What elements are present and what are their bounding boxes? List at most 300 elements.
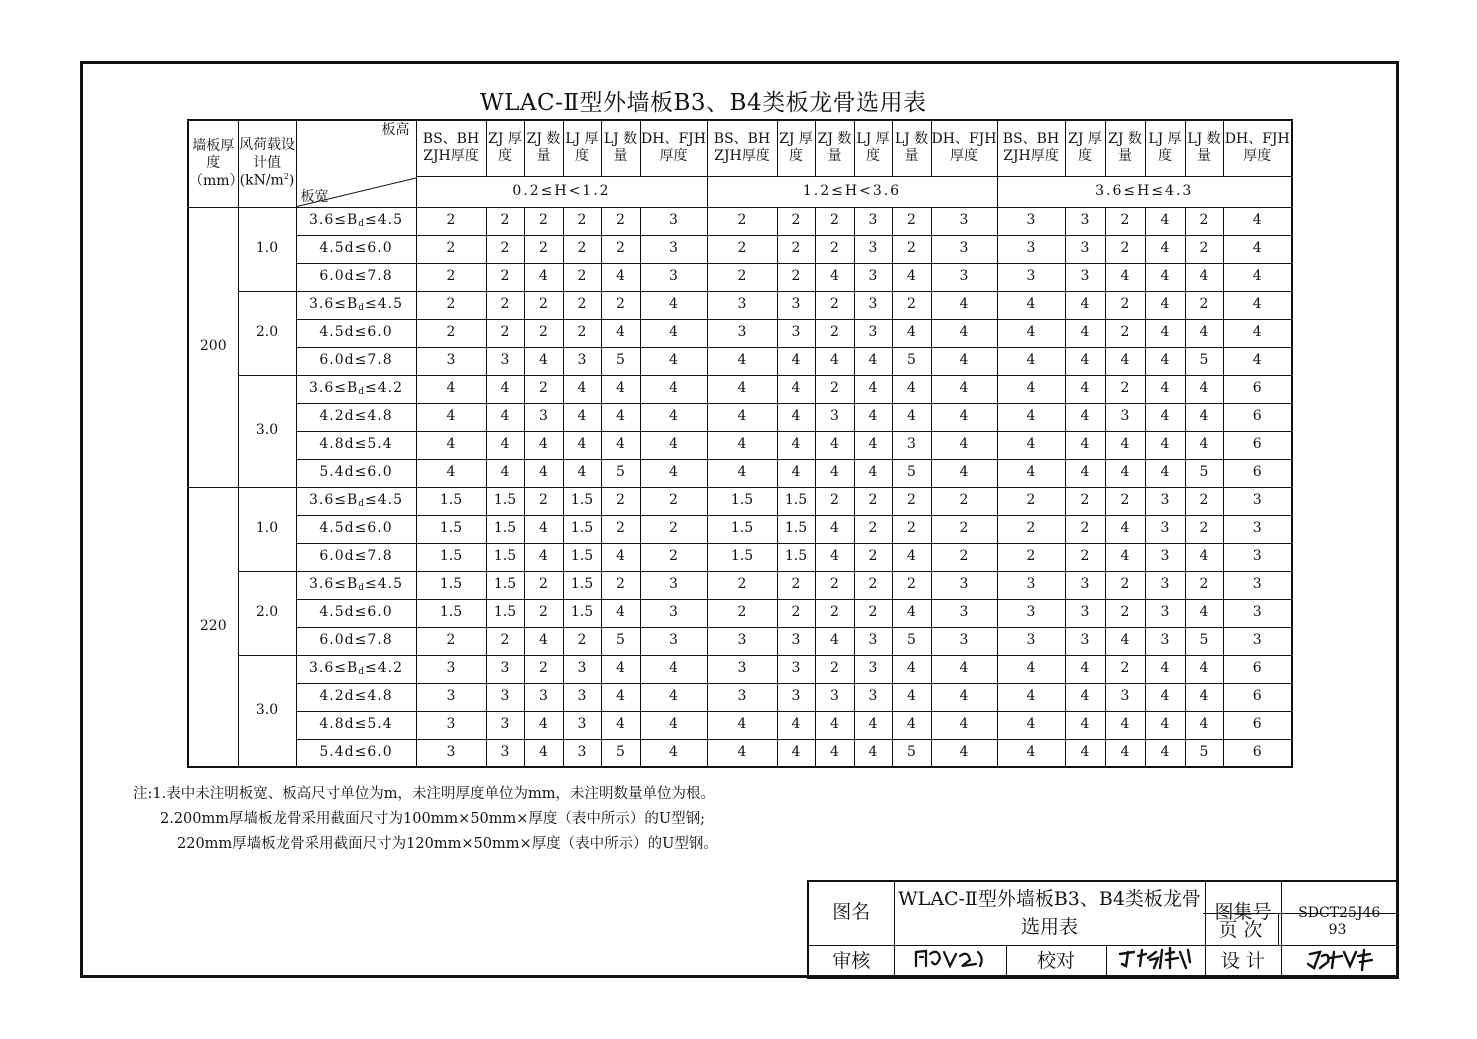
table-cell: 2 bbox=[563, 319, 601, 347]
table-cell: 1.5 bbox=[563, 543, 601, 571]
table-cell: 4 bbox=[1105, 627, 1145, 655]
table-cell: 3 bbox=[524, 403, 563, 431]
table-cell: 2 bbox=[416, 263, 486, 291]
table-cell: 2 bbox=[815, 207, 854, 235]
table-cell: 3 bbox=[1223, 543, 1292, 571]
table-cell: 3 bbox=[486, 739, 524, 767]
table-cell: 2 bbox=[1105, 655, 1145, 683]
table-cell: 3 bbox=[931, 235, 997, 263]
table-cell: 2 bbox=[524, 655, 563, 683]
table-cell: 3 bbox=[1105, 683, 1145, 711]
table-cell: 4 bbox=[640, 431, 707, 459]
header-subcol: DH、FJH 厚度 bbox=[931, 120, 997, 176]
table-cell: 4 bbox=[707, 403, 777, 431]
wall-thickness: 200 bbox=[188, 207, 238, 487]
table-cell: 4 bbox=[892, 403, 931, 431]
table-cell: 4 bbox=[707, 431, 777, 459]
table-cell: 3 bbox=[486, 347, 524, 375]
board-width-range: $3.6\le B_d\le 4.2$ bbox=[296, 375, 416, 403]
table-cell: 4 bbox=[931, 347, 997, 375]
table-cell: 2 bbox=[777, 235, 815, 263]
table-cell: 4 bbox=[997, 375, 1065, 403]
table-cell: 2 bbox=[1185, 515, 1223, 543]
table-cell: 3 bbox=[854, 207, 892, 235]
table-cell: 3 bbox=[997, 599, 1065, 627]
table-cell: 4 bbox=[601, 403, 640, 431]
header-subcol: DH、FJH 厚度 bbox=[640, 120, 707, 176]
table-cell: 4 bbox=[892, 711, 931, 739]
table-cell: 3 bbox=[416, 711, 486, 739]
table-row bbox=[188, 487, 1292, 515]
table-cell: 2 bbox=[601, 207, 640, 235]
table-cell: 4 bbox=[640, 683, 707, 711]
table-cell: 3 bbox=[1223, 571, 1292, 599]
table-cell: 4 bbox=[1185, 263, 1223, 291]
table-cell: 4 bbox=[524, 739, 563, 767]
table-cell: 4 bbox=[931, 403, 997, 431]
board-width-range: 5.4d≤6.0 bbox=[296, 459, 416, 487]
table-cell: 4 bbox=[524, 543, 563, 571]
table-cell: 4 bbox=[815, 459, 854, 487]
table-cell: 4 bbox=[854, 459, 892, 487]
table-cell: 3 bbox=[486, 683, 524, 711]
table-cell: 3 bbox=[1145, 543, 1185, 571]
table-cell: 4 bbox=[1145, 403, 1185, 431]
table-cell: 4 bbox=[777, 739, 815, 767]
table-cell: 4 bbox=[815, 347, 854, 375]
table-cell: 3 bbox=[563, 739, 601, 767]
table-cell: 2 bbox=[1105, 291, 1145, 319]
group-header: 1.2≤H<3.6 bbox=[707, 176, 997, 207]
table-cell: 3 bbox=[1223, 599, 1292, 627]
table-cell: 4 bbox=[1223, 347, 1292, 375]
board-width-range: $3.6\le B_d\le 4.5$ bbox=[296, 571, 416, 599]
table-cell: 2 bbox=[815, 571, 854, 599]
table-cell: 2 bbox=[486, 235, 524, 263]
table-cell: 2 bbox=[892, 291, 931, 319]
table-cell: 3 bbox=[563, 711, 601, 739]
table-row bbox=[188, 403, 1292, 431]
design-signature-image bbox=[1300, 946, 1380, 974]
table-cell: 2 bbox=[815, 375, 854, 403]
table-cell: 2 bbox=[854, 571, 892, 599]
table-cell: 4 bbox=[640, 319, 707, 347]
table-cell: 4 bbox=[1145, 683, 1185, 711]
table-cell: 4 bbox=[601, 655, 640, 683]
table-cell: 3 bbox=[815, 683, 854, 711]
table-cell: 4 bbox=[640, 403, 707, 431]
table-cell: 4 bbox=[997, 711, 1065, 739]
table-cell: 4 bbox=[1105, 263, 1145, 291]
table-cell: 4 bbox=[563, 375, 601, 403]
table-cell: 4 bbox=[1145, 375, 1185, 403]
table-cell: 2 bbox=[777, 571, 815, 599]
table-cell: 2 bbox=[931, 543, 997, 571]
drawing-name-label: 图名 bbox=[808, 881, 894, 945]
review-signature bbox=[894, 945, 1006, 978]
table-cell: 2 bbox=[707, 263, 777, 291]
table-cell: 3 bbox=[997, 627, 1065, 655]
table-row bbox=[188, 655, 1292, 683]
table-cell: 4 bbox=[563, 403, 601, 431]
table-cell: 4 bbox=[640, 291, 707, 319]
table-row bbox=[188, 683, 1292, 711]
table-cell: 3 bbox=[640, 627, 707, 655]
table-cell: 4 bbox=[997, 403, 1065, 431]
table-cell: 4 bbox=[524, 627, 563, 655]
table-cell: 3 bbox=[1065, 599, 1105, 627]
table-cell: 4 bbox=[640, 375, 707, 403]
table-cell: 4 bbox=[892, 543, 931, 571]
table-cell: 4 bbox=[524, 515, 563, 543]
table-cell: 3 bbox=[416, 655, 486, 683]
check-label: 校对 bbox=[1006, 945, 1106, 978]
table-cell: 2 bbox=[416, 319, 486, 347]
table-cell: 5 bbox=[892, 459, 931, 487]
table-cell: 1.5 bbox=[486, 487, 524, 515]
table-cell: 2 bbox=[563, 207, 601, 235]
table-cell: 2 bbox=[524, 235, 563, 263]
header-subcol: BS、BH ZJH厚度 bbox=[997, 120, 1065, 176]
table-row bbox=[188, 207, 1292, 235]
table-cell: 4 bbox=[640, 655, 707, 683]
table-cell: 2 bbox=[563, 263, 601, 291]
table-cell: 4 bbox=[486, 431, 524, 459]
table-cell: 4 bbox=[777, 403, 815, 431]
table-cell: 3 bbox=[777, 683, 815, 711]
table-cell: 4 bbox=[1065, 319, 1105, 347]
table-cell: 4 bbox=[1185, 543, 1223, 571]
table-cell: 2 bbox=[1105, 207, 1145, 235]
table-cell: 4 bbox=[1065, 431, 1105, 459]
table-cell: 4 bbox=[707, 459, 777, 487]
wind-load: 1.0 bbox=[238, 207, 296, 291]
table-cell: 2 bbox=[707, 599, 777, 627]
table-cell: 1.5 bbox=[486, 515, 524, 543]
table-cell: 4 bbox=[815, 627, 854, 655]
table-cell: 4 bbox=[854, 739, 892, 767]
table-cell: 1.5 bbox=[416, 543, 486, 571]
table-cell: 4 bbox=[1065, 375, 1105, 403]
table-cell: 3 bbox=[524, 683, 563, 711]
notes bbox=[133, 782, 718, 857]
table-cell: 1.5 bbox=[416, 571, 486, 599]
corner-board-width: 板宽 bbox=[300, 189, 329, 206]
table-row bbox=[188, 571, 1292, 599]
table-cell: 4 bbox=[1145, 319, 1185, 347]
table-cell: 4 bbox=[777, 711, 815, 739]
table-cell: 4 bbox=[1145, 711, 1185, 739]
table-cell: 3 bbox=[1065, 235, 1105, 263]
page-number-label: 页 次 bbox=[1203, 913, 1279, 945]
table-cell: 3 bbox=[1065, 627, 1105, 655]
table-cell: 4 bbox=[1145, 291, 1185, 319]
board-width-range: 6.0d≤7.8 bbox=[296, 347, 416, 375]
table-cell: 4 bbox=[815, 711, 854, 739]
table-cell: 4 bbox=[931, 431, 997, 459]
table-cell: 4 bbox=[892, 599, 931, 627]
table-cell: 2 bbox=[640, 515, 707, 543]
table-cell: 3 bbox=[931, 627, 997, 655]
table-cell: 4 bbox=[815, 515, 854, 543]
table-cell: 2 bbox=[1065, 543, 1105, 571]
note-3: 220mm厚墙板龙骨采用截面尺寸为120mm×50mm×厚度（表中所示）的U型钢。 bbox=[177, 836, 718, 852]
table-cell: 4 bbox=[416, 459, 486, 487]
table-cell: 2 bbox=[707, 207, 777, 235]
table-cell: 4 bbox=[931, 459, 997, 487]
table-cell: 3 bbox=[777, 291, 815, 319]
table-cell: 4 bbox=[486, 459, 524, 487]
table-cell: 2 bbox=[931, 487, 997, 515]
board-width-range: $3.6\le B_d\le 4.5$ bbox=[296, 487, 416, 515]
table-cell: 3 bbox=[854, 627, 892, 655]
table-cell: 4 bbox=[1065, 683, 1105, 711]
table-cell: 4 bbox=[931, 711, 997, 739]
table-cell: 4 bbox=[524, 347, 563, 375]
table-cell: 2 bbox=[1185, 487, 1223, 515]
table-cell: 4 bbox=[892, 655, 931, 683]
table-cell: 4 bbox=[777, 347, 815, 375]
board-width-range: 4.5d≤6.0 bbox=[296, 599, 416, 627]
table-row bbox=[188, 739, 1292, 767]
table-cell: 3 bbox=[640, 599, 707, 627]
table-cell: 4 bbox=[601, 319, 640, 347]
table-cell: 4 bbox=[1223, 319, 1292, 347]
table-cell: 3 bbox=[931, 263, 997, 291]
table-cell: 1.5 bbox=[707, 515, 777, 543]
table-cell: 4 bbox=[1065, 739, 1105, 767]
table-cell: 2 bbox=[815, 487, 854, 515]
table-cell: 2 bbox=[486, 207, 524, 235]
table-cell: 4 bbox=[854, 347, 892, 375]
table-cell: 2 bbox=[563, 627, 601, 655]
table-cell: 4 bbox=[1105, 347, 1145, 375]
table-cell: 2 bbox=[1065, 515, 1105, 543]
page-title: WLAC-Ⅱ型外墙板B3、B4类板龙骨选用表 bbox=[480, 90, 927, 116]
table-cell: 3 bbox=[640, 235, 707, 263]
table-cell: 5 bbox=[1185, 347, 1223, 375]
table-cell: 3 bbox=[1145, 627, 1185, 655]
table-cell: 1.5 bbox=[777, 543, 815, 571]
table-cell: 2 bbox=[815, 291, 854, 319]
table-cell: 3 bbox=[1105, 403, 1145, 431]
table-cell: 3 bbox=[1065, 207, 1105, 235]
table-cell: 4 bbox=[1145, 235, 1185, 263]
table-cell: 4 bbox=[601, 543, 640, 571]
table-cell: 4 bbox=[997, 431, 1065, 459]
table-cell: 3 bbox=[640, 263, 707, 291]
table-cell: 2 bbox=[854, 599, 892, 627]
table-cell: 4 bbox=[1223, 207, 1292, 235]
table-cell: 5 bbox=[892, 739, 931, 767]
table-cell: 3 bbox=[416, 739, 486, 767]
header-subcol: ZJ 数量 bbox=[1105, 120, 1145, 176]
table-cell: 2 bbox=[1105, 487, 1145, 515]
table-cell: 3 bbox=[416, 347, 486, 375]
table-cell: 2 bbox=[524, 599, 563, 627]
review-signature-image bbox=[910, 946, 990, 972]
table-cell: 1.5 bbox=[563, 487, 601, 515]
table-cell: 3 bbox=[854, 291, 892, 319]
table-cell: 2 bbox=[486, 319, 524, 347]
table-cell: 4 bbox=[707, 739, 777, 767]
table-row bbox=[188, 291, 1292, 319]
table-cell: 2 bbox=[601, 291, 640, 319]
wind-load: 3.0 bbox=[238, 375, 296, 487]
table-cell: 4 bbox=[997, 655, 1065, 683]
board-width-range: 6.0d≤7.8 bbox=[296, 543, 416, 571]
table-cell: 4 bbox=[815, 739, 854, 767]
table-cell: 3 bbox=[563, 655, 601, 683]
table-cell: 4 bbox=[1185, 403, 1223, 431]
table-cell: 3 bbox=[707, 627, 777, 655]
table-cell: 6 bbox=[1223, 711, 1292, 739]
table-cell: 4 bbox=[707, 347, 777, 375]
table-cell: 3 bbox=[777, 655, 815, 683]
table-cell: 3 bbox=[563, 683, 601, 711]
table-cell: 3 bbox=[1223, 487, 1292, 515]
table-row bbox=[188, 515, 1292, 543]
table-cell: 4 bbox=[416, 375, 486, 403]
table-cell: 2 bbox=[416, 291, 486, 319]
header-subcol: ZJ 数量 bbox=[524, 120, 563, 176]
table-cell: 4 bbox=[416, 403, 486, 431]
wall-thickness: 220 bbox=[188, 487, 238, 767]
table-cell: 4 bbox=[1065, 291, 1105, 319]
table-cell: 2 bbox=[1185, 291, 1223, 319]
table-cell: 2 bbox=[892, 571, 931, 599]
table-cell: 2 bbox=[815, 599, 854, 627]
table-cell: 2 bbox=[1105, 319, 1145, 347]
table-cell: 2 bbox=[601, 487, 640, 515]
board-width-range: $3.6\le B_d\le 4.5$ bbox=[296, 291, 416, 319]
table-cell: 4 bbox=[524, 263, 563, 291]
table-cell: 4 bbox=[640, 459, 707, 487]
header-subcol: BS、BH ZJH厚度 bbox=[416, 120, 486, 176]
table-cell: 6 bbox=[1223, 739, 1292, 767]
table-cell: 4 bbox=[1185, 711, 1223, 739]
table-cell: 3 bbox=[1145, 599, 1185, 627]
table-cell: 1.5 bbox=[416, 487, 486, 515]
table-cell: 4 bbox=[931, 375, 997, 403]
table-row bbox=[188, 627, 1292, 655]
table-cell: 2 bbox=[524, 571, 563, 599]
table-cell: 4 bbox=[524, 711, 563, 739]
table-cell: 2 bbox=[524, 375, 563, 403]
header-wind-load: 风荷载设计值$(kN/m^2)$ bbox=[238, 120, 296, 207]
table-cell: 6 bbox=[1223, 655, 1292, 683]
table-cell: 5 bbox=[892, 627, 931, 655]
board-width-range: $3.6\le B_d\le 4.2$ bbox=[296, 655, 416, 683]
table-cell: 3 bbox=[707, 655, 777, 683]
table-cell: 4 bbox=[997, 347, 1065, 375]
table-cell: 4 bbox=[601, 375, 640, 403]
table-cell: 1.5 bbox=[563, 571, 601, 599]
table-cell: 1.5 bbox=[707, 487, 777, 515]
table-cell: 2 bbox=[563, 235, 601, 263]
table-cell: 2 bbox=[892, 235, 931, 263]
note-1: 注:1.表中未注明板宽、板高尺寸单位为m，未注明厚度单位为mm，未注明数量单位为根。 bbox=[133, 786, 715, 802]
table-cell: 4 bbox=[707, 375, 777, 403]
table-cell: 4 bbox=[815, 543, 854, 571]
table-cell: 2 bbox=[854, 515, 892, 543]
table-cell: 3 bbox=[892, 431, 931, 459]
board-width-range: 6.0d≤7.8 bbox=[296, 627, 416, 655]
header-subcol: ZJ 厚度 bbox=[777, 120, 815, 176]
table-cell: 4 bbox=[640, 347, 707, 375]
check-signature-image bbox=[1116, 946, 1196, 972]
table-cell: 4 bbox=[1145, 263, 1185, 291]
table-cell: 2 bbox=[1185, 207, 1223, 235]
table-cell: 3 bbox=[707, 683, 777, 711]
table-cell: 2 bbox=[777, 207, 815, 235]
table-cell: 4 bbox=[1145, 347, 1185, 375]
table-row bbox=[188, 375, 1292, 403]
page-number: 93 bbox=[1279, 913, 1396, 945]
table-cell: 4 bbox=[892, 319, 931, 347]
table-cell: 3 bbox=[1065, 571, 1105, 599]
board-width-range: 4.2d≤4.8 bbox=[296, 683, 416, 711]
table-cell: 4 bbox=[1185, 319, 1223, 347]
table-cell: 5 bbox=[601, 459, 640, 487]
review-label: 审核 bbox=[808, 945, 894, 978]
board-width-range: 4.8d≤5.4 bbox=[296, 711, 416, 739]
board-width-range: 4.8d≤5.4 bbox=[296, 431, 416, 459]
table-cell: 4 bbox=[1065, 459, 1105, 487]
board-width-range: 4.5d≤6.0 bbox=[296, 319, 416, 347]
table-cell: 4 bbox=[931, 291, 997, 319]
table-cell: 4 bbox=[931, 739, 997, 767]
table-cell: 1.5 bbox=[486, 599, 524, 627]
table-cell: 3 bbox=[1145, 515, 1185, 543]
table-cell: 3 bbox=[640, 571, 707, 599]
table-cell: 1.5 bbox=[416, 599, 486, 627]
table-cell: 3 bbox=[997, 571, 1065, 599]
table-row bbox=[188, 235, 1292, 263]
header-subcol: ZJ 厚度 bbox=[1065, 120, 1105, 176]
table-cell: 5 bbox=[601, 627, 640, 655]
board-width-range: 4.5d≤6.0 bbox=[296, 235, 416, 263]
table-cell: 2 bbox=[777, 599, 815, 627]
table-cell: 6 bbox=[1223, 403, 1292, 431]
table-cell: 4 bbox=[997, 319, 1065, 347]
table-cell: 4 bbox=[854, 711, 892, 739]
table-cell: 4 bbox=[486, 375, 524, 403]
table-cell: 2 bbox=[707, 571, 777, 599]
table-cell: 4 bbox=[997, 739, 1065, 767]
table-cell: 4 bbox=[892, 375, 931, 403]
table-cell: 3 bbox=[854, 319, 892, 347]
table-cell: 4 bbox=[1223, 235, 1292, 263]
table-cell: 4 bbox=[854, 403, 892, 431]
header-subcol: LJ 数量 bbox=[892, 120, 931, 176]
table-cell: 3 bbox=[640, 207, 707, 235]
wind-load: 1.0 bbox=[238, 487, 296, 571]
table-cell: 2 bbox=[1105, 375, 1145, 403]
table-cell: 2 bbox=[815, 319, 854, 347]
table-cell: 4 bbox=[931, 319, 997, 347]
table-cell: 4 bbox=[1105, 739, 1145, 767]
table-cell: 3 bbox=[416, 683, 486, 711]
table-cell: 4 bbox=[1145, 431, 1185, 459]
page-row bbox=[1203, 913, 1396, 945]
table-cell: 4 bbox=[1145, 739, 1185, 767]
table-cell: 4 bbox=[1185, 683, 1223, 711]
note-2: 2.200mm厚墙板龙骨采用截面尺寸为100mm×50mm×厚度（表中所示）的U型钢; bbox=[160, 811, 706, 827]
table-cell: 2 bbox=[1065, 487, 1105, 515]
table-cell: 2 bbox=[1105, 571, 1145, 599]
table-cell: 1.5 bbox=[486, 543, 524, 571]
